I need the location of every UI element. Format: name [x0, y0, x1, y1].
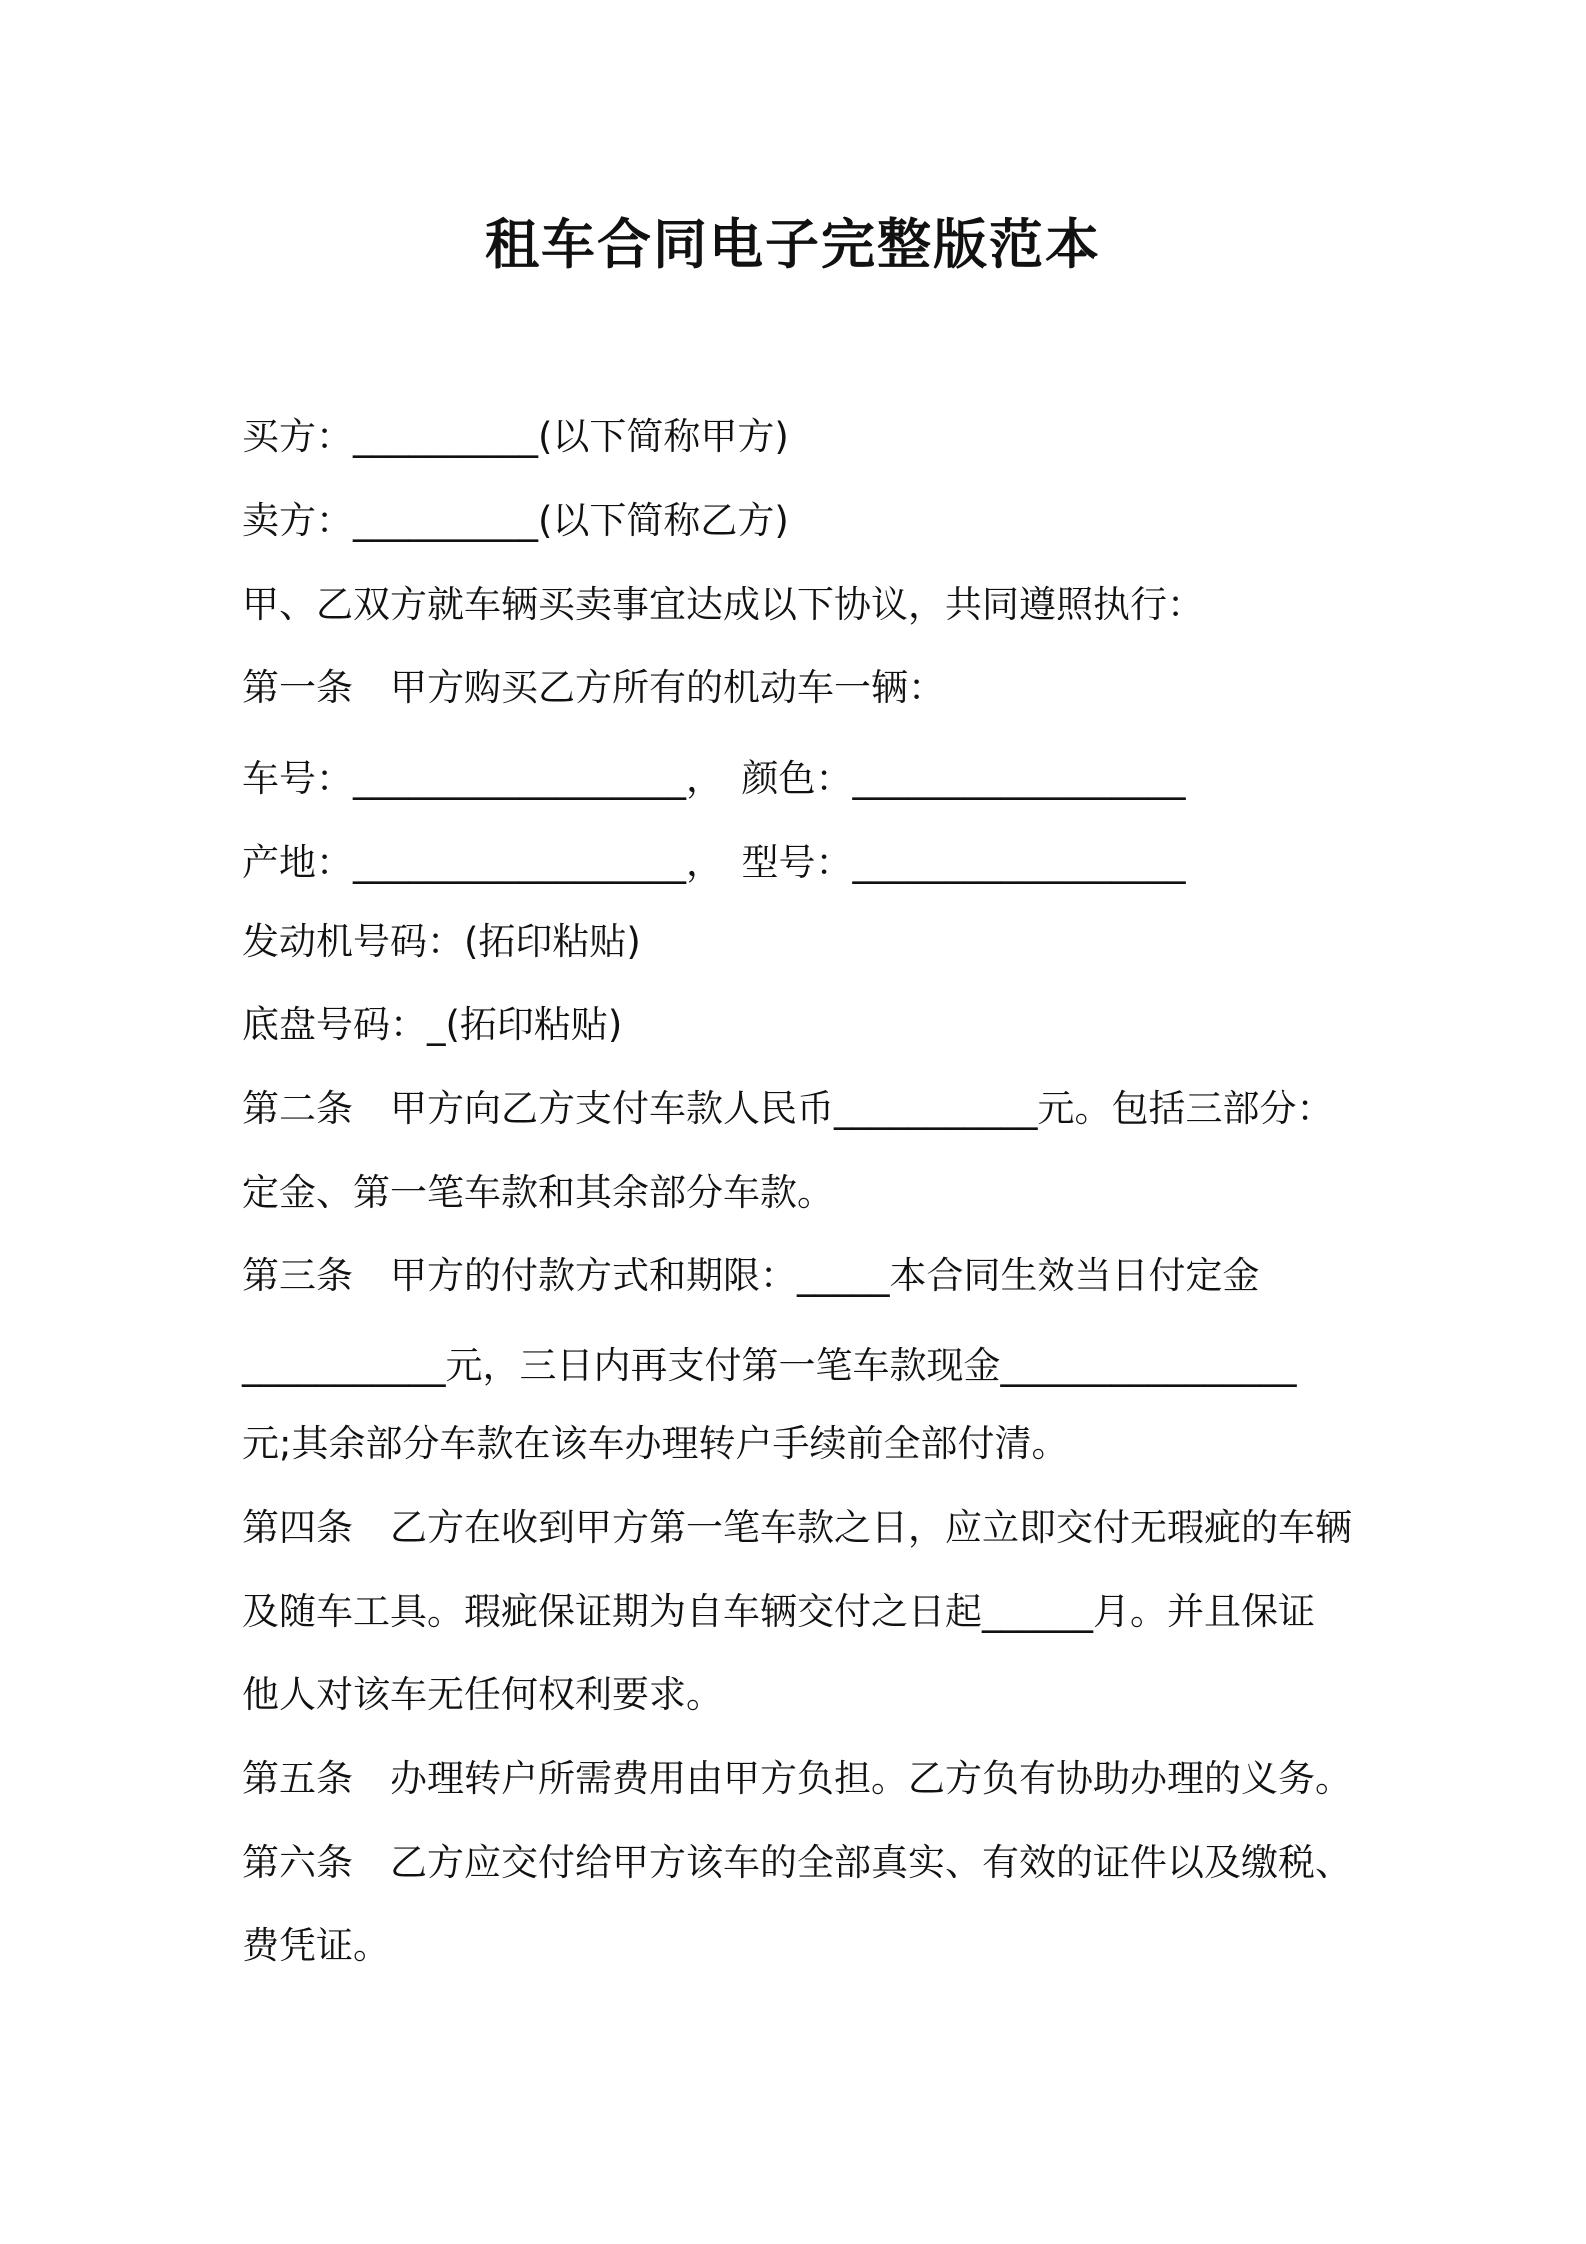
seller-line: 卖方：__________(以下简称乙方) [242, 499, 789, 542]
article-2-continued: 定金、第一笔车款和其余部分车款。 [242, 1171, 834, 1214]
document-title: 租车合同电子完整版范本 [485, 213, 1101, 276]
article-4: 第四条 乙方在收到甲方第一笔车款之日，应立即交付无瑕疵的车辆 [242, 1506, 1352, 1549]
article-3: 第三条 甲方的付款方式和期限：_____本合同生效当日付定金 [242, 1254, 1260, 1297]
article-3-continued-2: 元;其余部分车款在该车办理转户手续前全部付清。 [242, 1422, 1069, 1465]
agreement-intro: 甲、乙双方就车辆买卖事宜达成以下协议，共同遵照执行： [242, 583, 1204, 626]
article-3-continued-1: ___________元，三日内再支付第一笔车款现金________________ [242, 1344, 1297, 1387]
origin-model-line: 产地：__________________， 型号：__________________ [242, 841, 1186, 884]
plate-color-line: 车号：__________________， 颜色：__________________ [242, 757, 1186, 800]
article-2: 第二条 甲方向乙方支付车款人民币___________元。包括三部分： [242, 1087, 1334, 1130]
article-6: 第六条 乙方应交付给甲方该车的全部真实、有效的证件以及缴税、 [242, 1841, 1352, 1884]
article-5: 第五条 办理转户所需费用由甲方负担。乙方负有协助办理的义务。 [242, 1757, 1352, 1800]
article-4-continued-1: 及随车工具。瑕疵保证期为自车辆交付之日起______月。并且保证 [242, 1590, 1315, 1633]
engine-number-line: 发动机号码：(拓印粘贴) [242, 920, 641, 963]
buyer-line: 买方：__________(以下简称甲方) [242, 415, 789, 458]
article-6-continued: 费凭证。 [242, 1924, 390, 1967]
article-4-continued-2: 他人对该车无任何权利要求。 [242, 1673, 723, 1716]
chassis-number-line: 底盘号码：_(拓印粘贴) [242, 1003, 623, 1046]
article-1: 第一条 甲方购买乙方所有的机动车一辆： [242, 666, 945, 709]
